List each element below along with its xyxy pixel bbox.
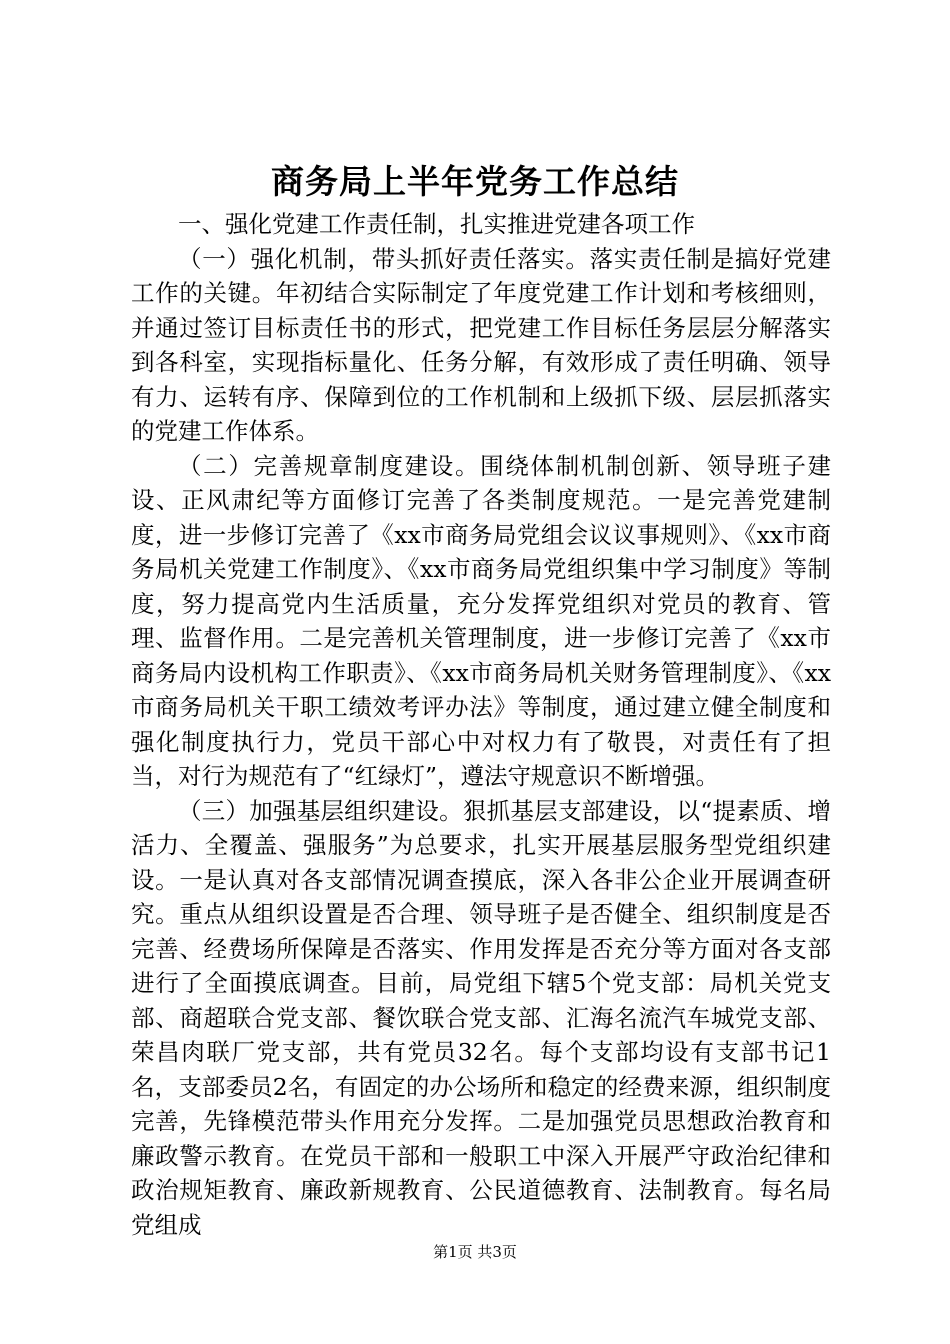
page-footer: 第1页 共3页 — [433, 1243, 517, 1261]
paragraph-grassroots: （三）加强基层组织建设。狠抓基层支部建设，以“提素质、增活力、全覆盖、强服务”为总要求，扎实开展基层服务型党组织建设。一是认真对各支部情况调查摸底，深入各非公企业开展调查研究。重点从组织设置是否合理、领导班子是否健全、组织制度是否完善、经费场所保障是否落实、作用发挥是否充分等方面对各支部进行了全面摸底调查。目前，局党组下辖5个党支部：局机关党支部、商超联合党支部、餐饮联合党支部、汇海名流汽车城党支部、荣昌肉联厂党支部，共有党员32名。每个支部均设有支部书记1名，支部委员2名，有固定的办公场所和稳定的经费来源，组织制度完善，先锋模范带头作用充分发挥。二是加强党员思想政治教育和廉政警示教育。在党员干部和一般职工中深入开展严守政治纪律和政治规矩教育、廉政新规教育、公民道德教育、法制教育。每名局党组成 — [131, 796, 831, 1239]
document-body — [131, 207, 831, 1242]
document-title: 商务局上半年党务工作总结 — [271, 162, 679, 201]
section-heading: 一、强化党建工作责任制，扎实推进党建各项工作 — [178, 210, 695, 238]
paragraph-mechanism: （一）强化机制，带头抓好责任落实。落实责任制是搞好党建工作的关键。年初结合实际制定了年度党建工作计划和考核细则，并通过签订目标责任书的形式，把党建工作目标任务层层分解落实到各科室，实现指标量化、任务分解，有效形成了责任明确、领导有力、运转有序、保障到位的工作机制和上级抓下级、层层抓落实的党建工作体系。 — [131, 244, 831, 445]
paragraph-regulations: （二）完善规章制度建设。围绕体制机制创新、领导班子建设、正风肃纪等方面修订完善了各类制度规范。一是完善党建制度，进一步修订完善了《xx市商务局党组会议议事规则》、《xx市商务局机关党建工作制度》、《xx市商务局党组织集中学习制度》等制度，努力提高党内生活质量，充分发挥党组织对党员的教育、管理、监督作用。二是完善机关管理制度，进一步修订完善了《xx市商务局内设机构工作职责》、《xx市商务局机关财务管理制度》、《xx市商务局机关干职工绩效考评办法》等制度，通过建立健全制度和强化制度执行力，党员干部心中对权力有了敬畏，对责任有了担当，对行为规范有了“红绿灯”，遵法守规意识不断增强。 — [131, 451, 831, 790]
